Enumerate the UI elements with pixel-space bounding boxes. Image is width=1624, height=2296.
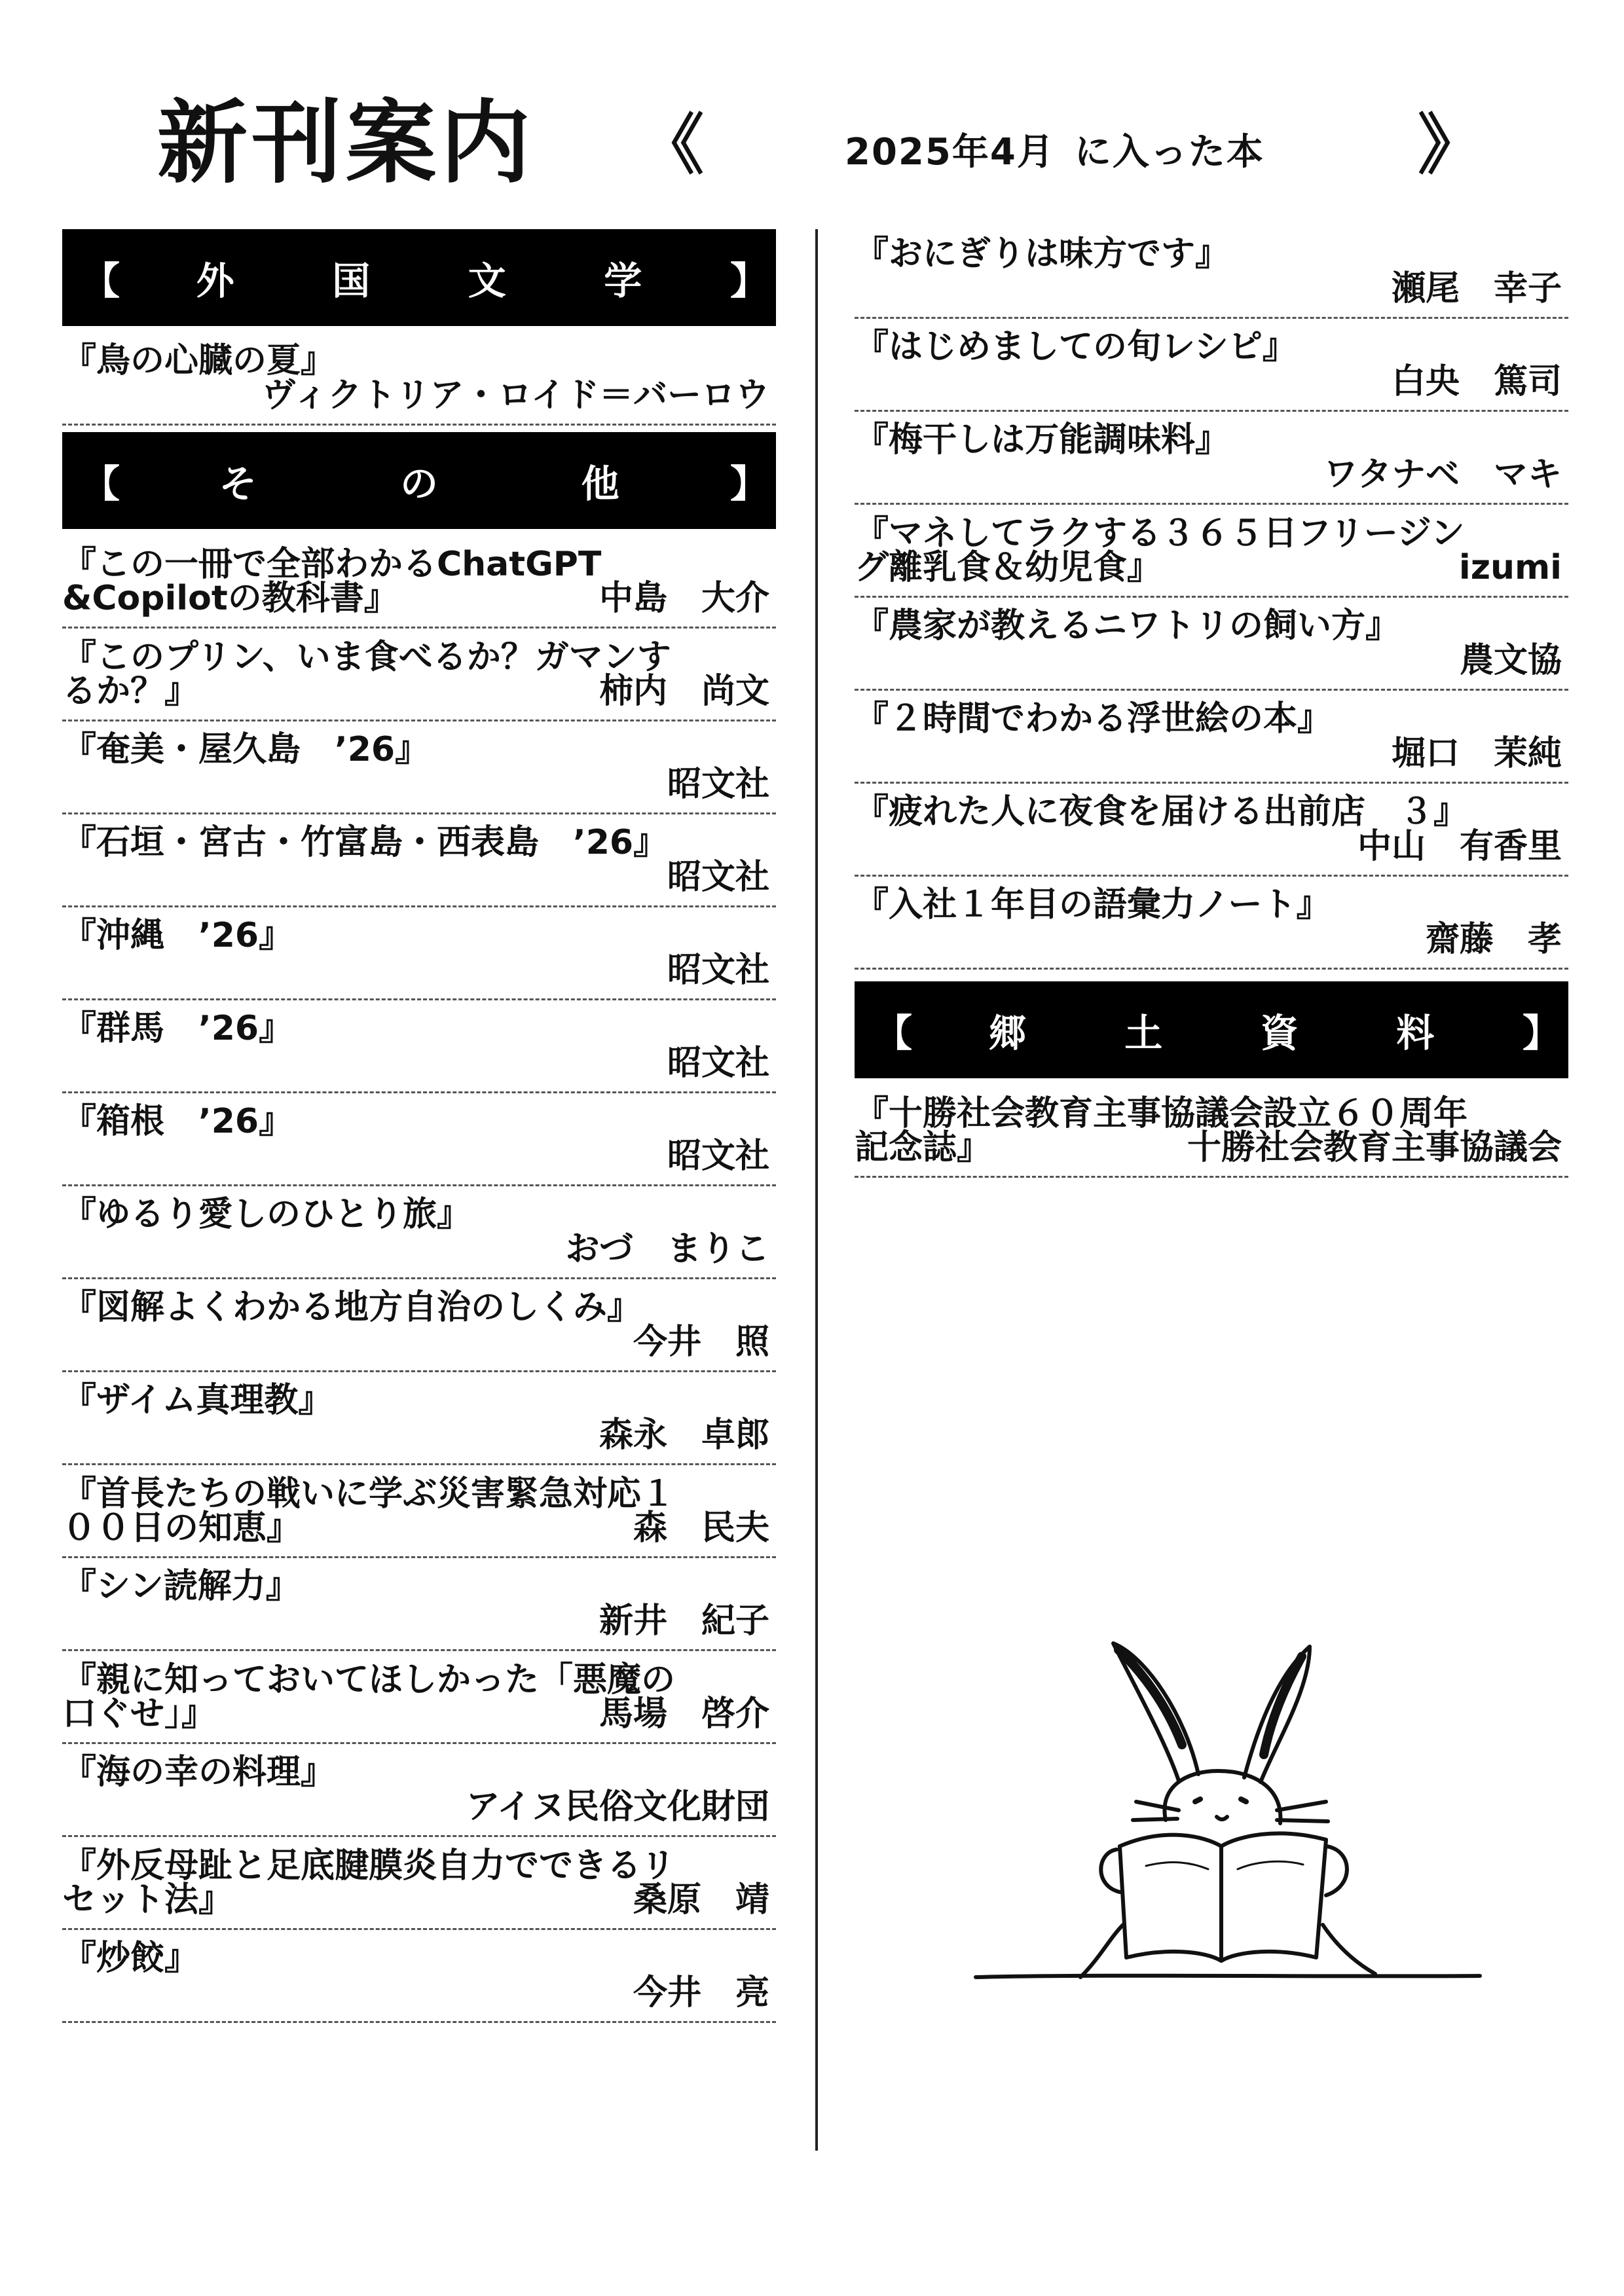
book-author: アイヌ民俗文化財団 <box>466 1787 769 1827</box>
header-char: 土 <box>1124 1011 1163 1055</box>
book-author: おづ まりこ <box>565 1230 769 1269</box>
open-bracket: 《 <box>638 107 704 183</box>
book-author: 今井 照 <box>633 1322 769 1362</box>
book-author: 昭文社 <box>667 765 769 805</box>
book-entry <box>62 1558 776 1651</box>
right-book-list <box>855 226 1568 970</box>
header-open-bracket: 【 <box>874 1011 913 1055</box>
book-entry <box>62 1744 776 1837</box>
book-title: 『群馬 ’26』 <box>62 1009 293 1048</box>
book-title: 『石垣・宮古・竹富島・西表島 ’26』 <box>62 823 668 862</box>
book-entry <box>62 1372 776 1465</box>
book-author: 白央 篤司 <box>1391 362 1562 402</box>
book-title-line2: セット法』 <box>62 1880 233 1920</box>
header-chars <box>108 453 730 508</box>
book-title: 『親に知っておいてほしかった「悪魔の <box>62 1660 676 1700</box>
right-column <box>855 226 1568 1178</box>
local-book-list <box>855 1085 1568 1178</box>
book-title: 『マネしてラクする３６５日フリージン <box>855 514 1465 553</box>
book-entry <box>62 333 776 426</box>
header-char: 国 <box>332 259 371 303</box>
book-author: 十勝社会教育主事協議会 <box>1187 1128 1562 1168</box>
period-label <box>845 131 1264 173</box>
book-title: 『沖縄 ’26』 <box>62 916 293 955</box>
book-title: 『海の幸の料理』 <box>62 1753 335 1792</box>
book-entry <box>62 1186 776 1279</box>
book-author: 昭文社 <box>667 1137 769 1176</box>
header-close-bracket: 】 <box>730 259 769 303</box>
page-title: 新刊案内 <box>157 90 535 196</box>
book-title: 『外反母趾と足底腱膜炎自力でできるリ <box>62 1846 676 1886</box>
book-title-line2: 記念誌』 <box>855 1128 991 1168</box>
book-entry <box>62 1465 776 1558</box>
book-author: 農文協 <box>1459 641 1562 681</box>
book-title: 『２時間でわかる浮世絵の本』 <box>855 699 1332 738</box>
book-entry <box>855 412 1568 505</box>
book-author: 瀬尾 幸子 <box>1391 269 1562 309</box>
header-open-bracket: 【 <box>82 462 120 506</box>
header-char: 学 <box>604 259 642 303</box>
book-author: 齋藤 孝 <box>1425 920 1562 960</box>
book-title-line2: るか？』 <box>62 672 199 712</box>
book-entry <box>62 536 776 629</box>
book-author: 新井 紀子 <box>599 1601 769 1641</box>
header-chars <box>900 1002 1522 1057</box>
column-divider <box>815 229 818 2151</box>
book-title: 『ザイム真理教』 <box>62 1381 333 1420</box>
book-title: 『疲れた人に夜食を届ける出前店 ３』 <box>855 792 1468 831</box>
book-entry <box>62 814 776 907</box>
header-chars <box>108 250 730 305</box>
book-title: 『十勝社会教育主事協議会設立６０周年 <box>855 1094 1468 1133</box>
book-entry <box>855 691 1568 784</box>
book-title: 『この一冊で全部わかるChatGPT <box>62 545 602 584</box>
book-title: 『農家が教えるニワトリの飼い方』 <box>855 606 1400 646</box>
book-author: 柿内 尚文 <box>599 672 769 712</box>
rabbit-reading-illustration <box>969 1630 1486 1990</box>
book-entry <box>855 877 1568 970</box>
header-char: 郷 <box>988 1011 1027 1055</box>
header-char: の <box>399 462 438 506</box>
book-entry <box>855 1085 1568 1178</box>
book-entry <box>855 226 1568 319</box>
book-entry <box>62 1000 776 1093</box>
book-title: 『炒餃』 <box>62 1939 199 1978</box>
book-author: 今井 亮 <box>633 1973 769 2013</box>
book-author: 森永 卓郎 <box>599 1415 769 1455</box>
period-suffix: に入った本 <box>1074 131 1264 173</box>
book-title: 『図解よくわかる地方自治のしくみ』 <box>62 1288 642 1327</box>
book-title-line2: &Copilotの教科書』 <box>62 579 398 619</box>
close-bracket: 》 <box>1418 107 1483 183</box>
book-entry <box>62 1279 776 1372</box>
header-open-bracket: 【 <box>82 259 120 303</box>
left-column <box>62 229 776 2023</box>
book-title: 『入社１年目の語彙力ノート』 <box>855 885 1331 924</box>
book-entry <box>62 1651 776 1744</box>
foreign-book-list <box>62 333 776 426</box>
book-author: ワタナベ マキ <box>1323 455 1562 495</box>
book-title: 『ゆるり愛しのひとり旅』 <box>62 1195 471 1234</box>
book-entry <box>855 784 1568 877</box>
book-title: 『奄美・屋久島 ’26』 <box>62 730 430 769</box>
book-author: 桑原 靖 <box>633 1880 769 1920</box>
header-char: そ <box>219 462 257 506</box>
book-author: ヴィクトリア・ロイド＝バーロウ <box>261 376 769 416</box>
header-close-bracket: 】 <box>1522 1011 1561 1055</box>
book-title: 『首長たちの戦いに学ぶ災害緊急対応１ <box>62 1474 676 1514</box>
header-char: 料 <box>1396 1011 1435 1055</box>
book-entry <box>62 1837 776 1930</box>
book-author: 昭文社 <box>667 1044 769 1084</box>
book-author: 堀口 茉純 <box>1391 734 1562 774</box>
section-header-foreign-literature <box>62 229 776 326</box>
header-char: 外 <box>196 259 234 303</box>
book-title-line2: グ離乳食＆幼児食』 <box>855 548 1162 588</box>
book-title: 『シン読解力』 <box>62 1567 300 1606</box>
book-entry <box>62 907 776 1000</box>
book-author: 昭文社 <box>667 858 769 898</box>
book-author: 馬場 啓介 <box>599 1694 769 1734</box>
period-month: 2025年4月 <box>845 131 1055 173</box>
book-author: izumi <box>1458 548 1562 588</box>
book-author: 中島 大介 <box>599 579 769 619</box>
book-author: 昭文社 <box>667 951 769 991</box>
section-header-other <box>62 432 776 529</box>
book-title: 『梅干しは万能調味料』 <box>855 420 1230 460</box>
header-char: 他 <box>581 462 619 506</box>
book-entry <box>62 629 776 721</box>
book-author: 森 民夫 <box>633 1508 769 1548</box>
book-entry <box>62 721 776 814</box>
book-title: 『鳥の心臓の夏』 <box>62 341 335 380</box>
book-author: 中山 有香里 <box>1357 827 1562 867</box>
book-title-line2: 口ぐせ」』 <box>62 1694 216 1734</box>
header-char: 資 <box>1260 1011 1299 1055</box>
book-title: 『このプリン、いま食べるか？ガマンす <box>62 638 671 677</box>
book-title: 『箱根 ’26』 <box>62 1102 293 1141</box>
book-entry <box>855 598 1568 691</box>
book-entry <box>855 505 1568 598</box>
other-book-list <box>62 536 776 2023</box>
header-close-bracket: 】 <box>730 462 769 506</box>
book-entry <box>855 319 1568 412</box>
header-char: 文 <box>468 259 506 303</box>
book-title: 『おにぎりは味方です』 <box>855 234 1230 274</box>
book-entry <box>62 1093 776 1186</box>
section-header-local-materials <box>855 981 1568 1078</box>
book-title: 『はじめましての旬レシピ』 <box>855 327 1297 367</box>
book-title-line2: ００日の知恵』 <box>62 1508 301 1548</box>
book-entry <box>62 1930 776 2023</box>
